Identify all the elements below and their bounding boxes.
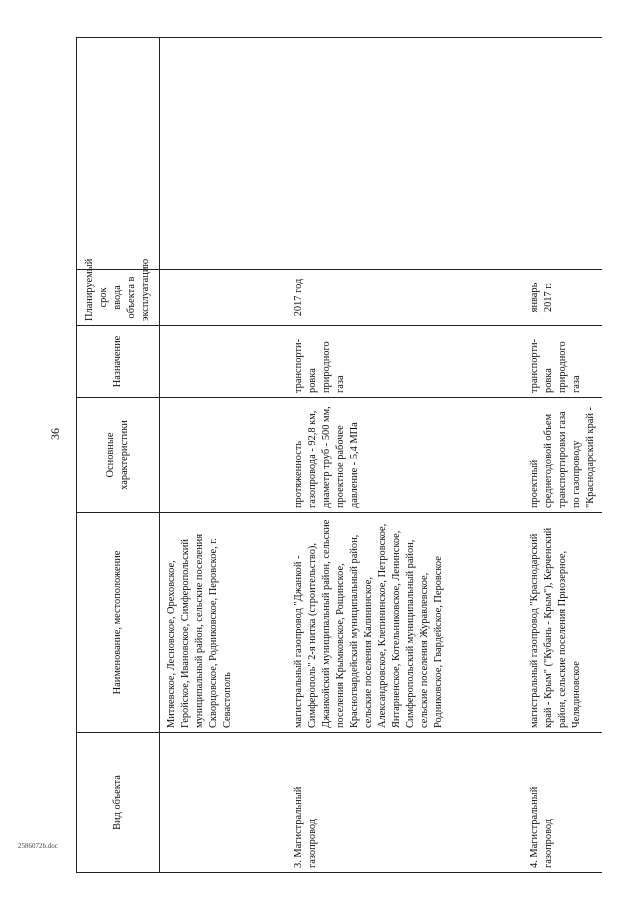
rotated-table-container [76, 38, 596, 873]
cell-characteristics [160, 398, 288, 513]
header-object-type: Вид объекта [77, 733, 160, 873]
table-header-row [77, 38, 160, 873]
cell-commissioning-date: январь 2017 г. [524, 270, 602, 326]
header-commissioning-date: Планируемый срок ввода объекта в эксплуатацию [77, 270, 160, 326]
cell-characteristics: проектный среднегодовой объем транспортировки газа по газопроводу "Краснодарский край - [524, 398, 602, 513]
page-number: 36 [48, 428, 62, 440]
table-row [288, 38, 524, 873]
header-empty [77, 38, 160, 270]
cell-purpose: транспорти- ровка природного газа [288, 326, 524, 398]
table-row [160, 38, 288, 873]
cell-purpose [160, 326, 288, 398]
cell-empty [160, 38, 288, 270]
cell-purpose: транспорти- ровка природного газа [524, 326, 602, 398]
header-characteristics: Основные характеристики [77, 398, 160, 513]
table-row [524, 38, 602, 873]
cell-name-location: Митяевское, Лесновское, Ореховское, Геройское, Ивановское, Симферопольский муниципальный район, сельские поселения Скворцовское, Родниковское, Перовское, г. Севастополь [160, 513, 288, 733]
cell-object-type: 4. Магистральный газопровод [524, 733, 602, 873]
cell-commissioning-date: 2017 год [288, 270, 524, 326]
cell-commissioning-date [160, 270, 288, 326]
objects-table [76, 37, 602, 873]
cell-object-type: 3. Магистральный газопровод [288, 733, 524, 873]
cell-empty [524, 38, 602, 270]
document-footer-code: 2586072b.doc [18, 842, 58, 850]
header-purpose: Назначение [77, 326, 160, 398]
cell-name-location: магистральный газопровод "Краснодарский край - Крым" ("Кубань - Крым"), Керченский район, сельские поселения Приозерное, Челядиновское [524, 513, 602, 733]
cell-object-type [160, 733, 288, 873]
cell-empty [288, 38, 524, 270]
cell-characteristics: протяженность газопровода - 92,8 км, диаметр труб - 500 мм, проектное рабочее давление - 5,4 МПа [288, 398, 524, 513]
cell-name-location: магистральный газопровод "Джанкой - Симферополь" 2-я нитка (строительство), Джанкойский муниципальный район, сельские поселения Крымковское, Рощинское, Красногвардейский муниципальный район, сельские поселения Калининское, Александровское, Клепининское, Петровское, Янтарненское, Котельниковское, Ленинское, Симферопольский муниципальный район, сельские поселения Журавлевское, Родниковское, Гвардейское, Перовское [288, 513, 524, 733]
header-name-location: Наименование, местоположение [77, 513, 160, 733]
